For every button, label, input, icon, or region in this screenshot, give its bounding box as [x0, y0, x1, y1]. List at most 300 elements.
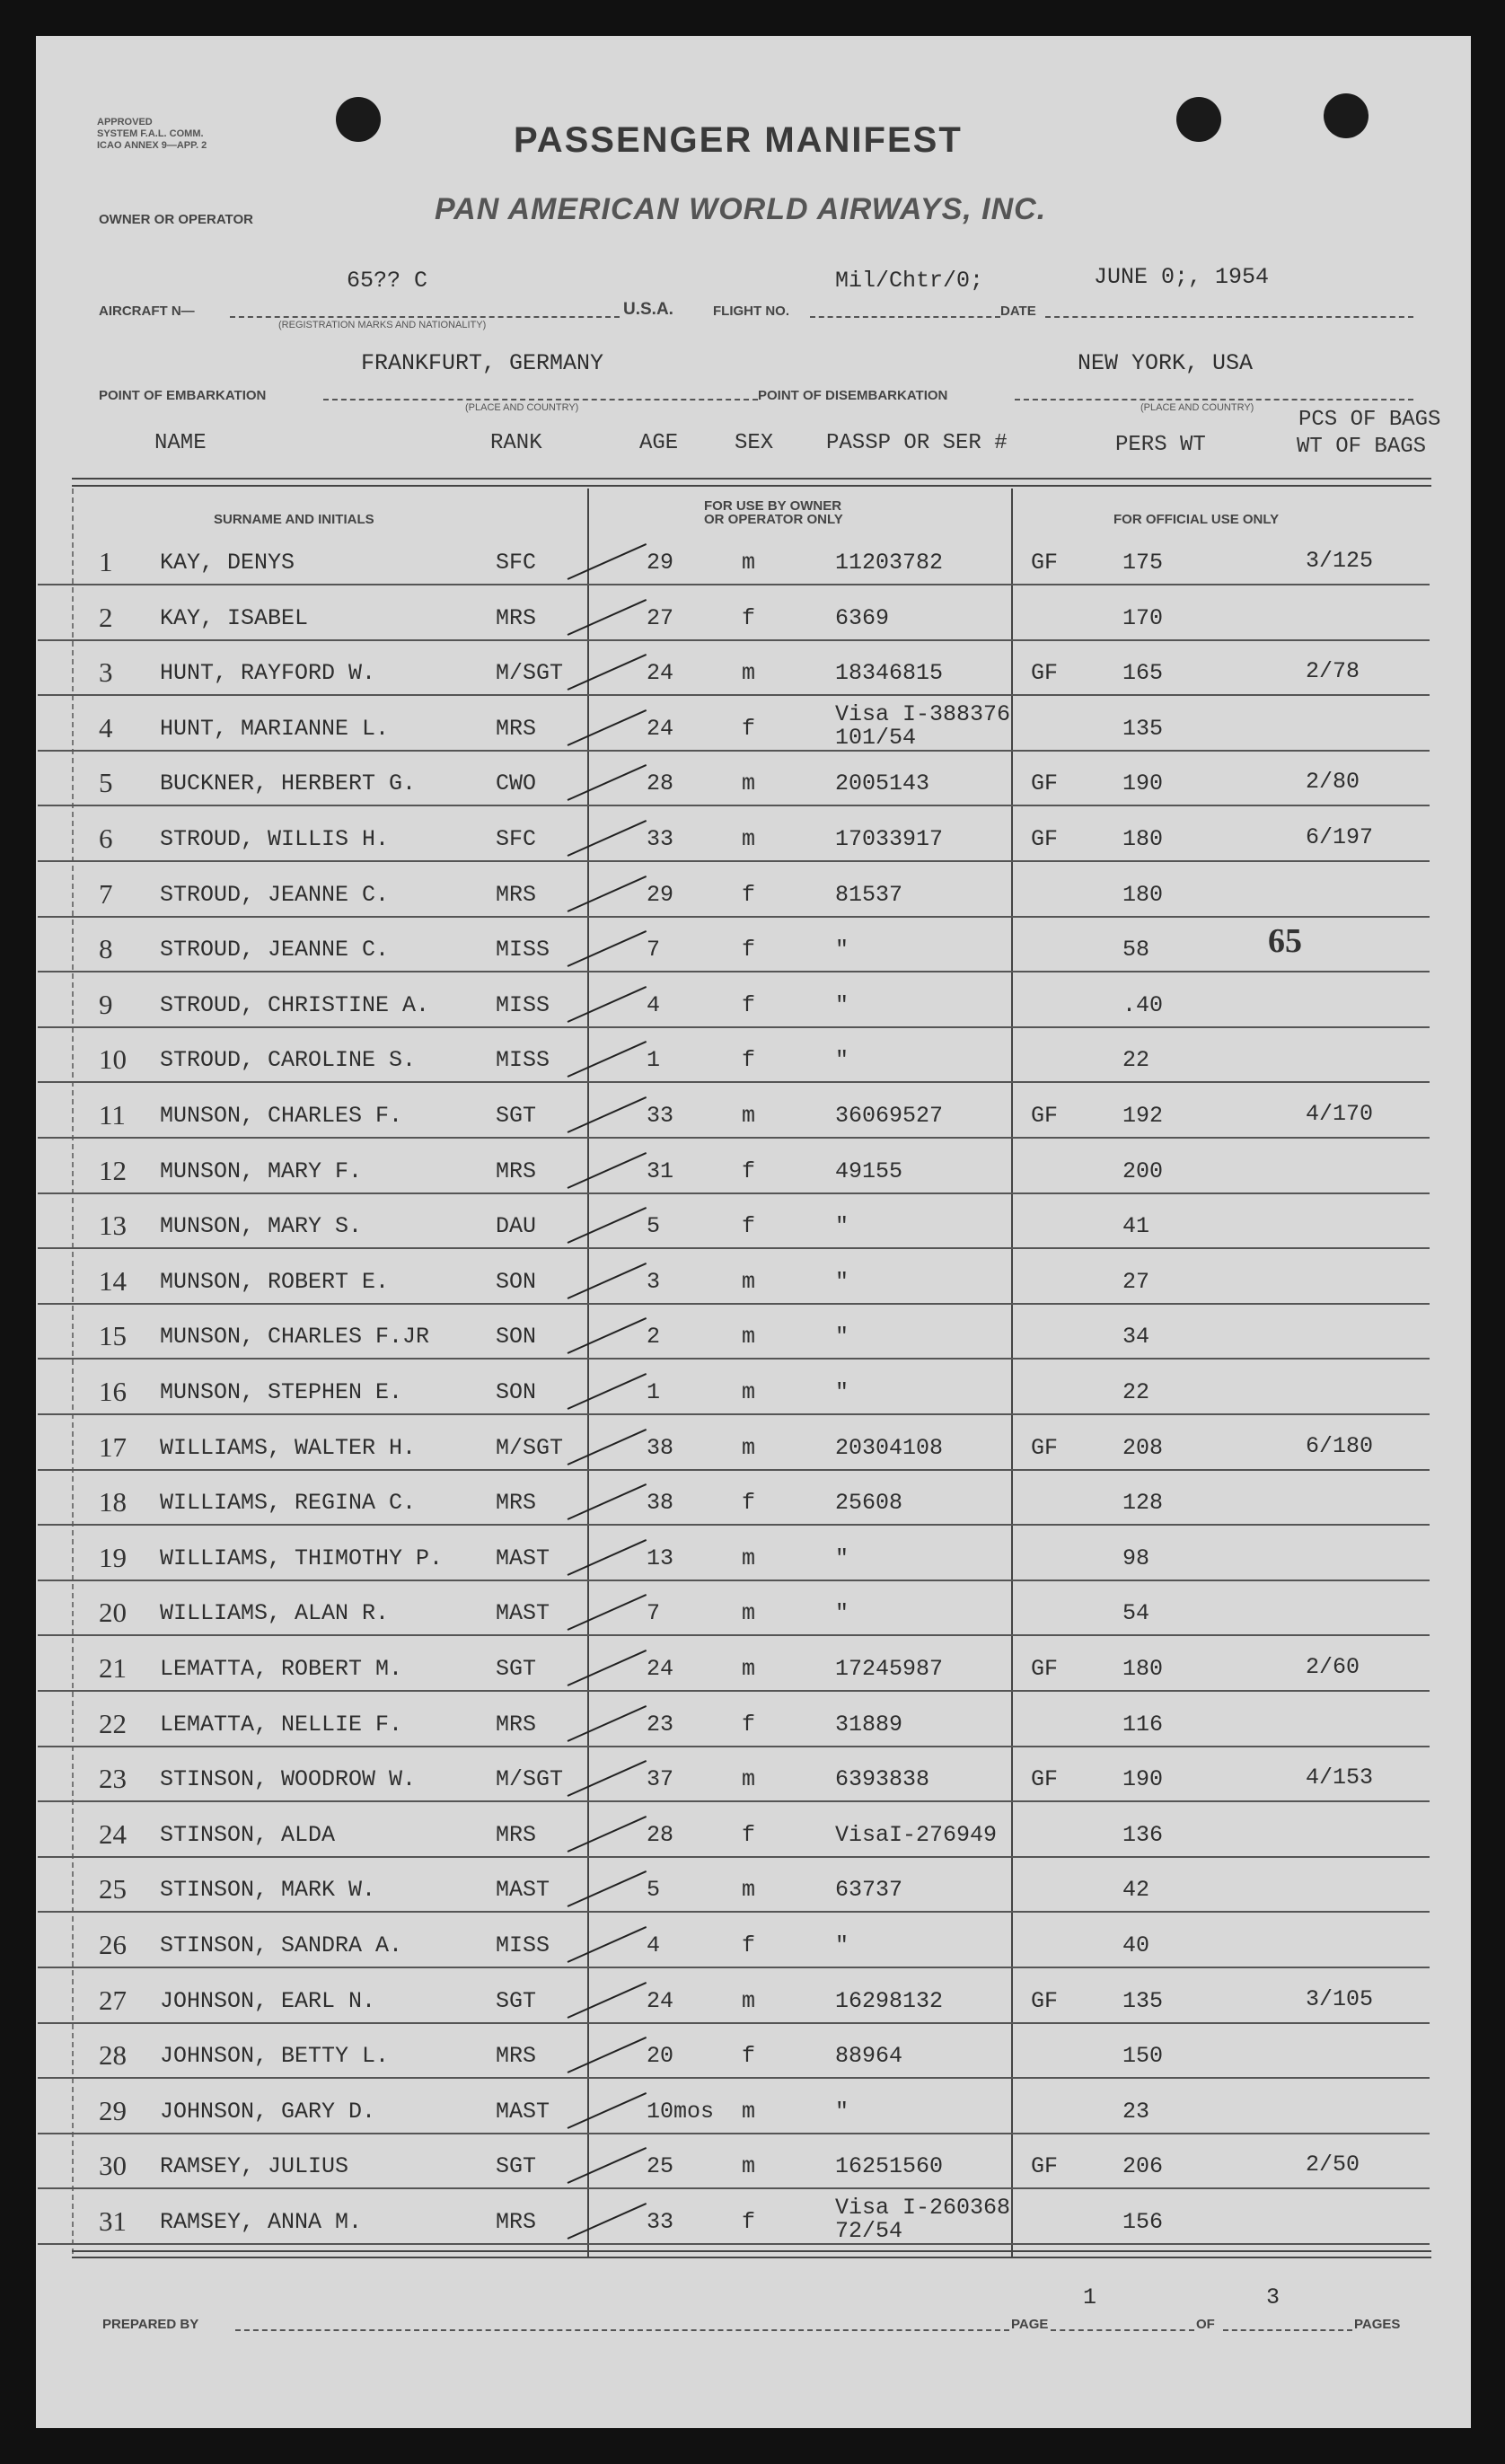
passenger-age: 24 [647, 1988, 674, 2014]
passenger-sex: f [742, 1158, 756, 1184]
gf-mark: GF [1031, 1988, 1059, 2014]
owner-label: OWNER OR OPERATOR [99, 212, 253, 227]
passenger-name: BUCKNER, HERBERT G. [160, 770, 417, 796]
row-number: 6 [99, 823, 113, 854]
passenger-sex: m [742, 1545, 756, 1571]
passenger-rank: SGT [496, 1656, 537, 1682]
passenger-rank: SON [496, 1269, 537, 1295]
passenger-name: STROUD, JEANNE C. [160, 882, 390, 908]
passenger-rank: MRS [496, 1822, 537, 1848]
passenger-name: LEMATTA, ROBERT M. [160, 1656, 403, 1682]
passenger-rank: M/SGT [496, 1766, 564, 1792]
flight-label: FLIGHT NO. [713, 304, 789, 319]
passenger-sex: m [742, 1988, 756, 2014]
row-number: 30 [99, 2150, 127, 2181]
punch-hole-right-1 [1176, 97, 1221, 142]
row-number: 1 [99, 546, 113, 577]
passenger-name: STROUD, CAROLINE S. [160, 1047, 417, 1073]
row-number: 11 [99, 1099, 126, 1131]
row-divider [38, 2133, 1430, 2134]
passenger-age: 28 [647, 1822, 674, 1848]
row-number: 2 [99, 602, 113, 633]
passport-number: 63737 [835, 1877, 903, 1903]
passport-number: 36069527 [835, 1103, 944, 1129]
passenger-sex: f [742, 1490, 756, 1516]
disembarkation-sub: (PLACE AND COUNTRY) [1140, 402, 1254, 413]
gf-mark: GF [1031, 1656, 1059, 1682]
row-divider [38, 1746, 1430, 1747]
embarkation-sub: (PLACE AND COUNTRY) [465, 402, 579, 413]
row-divider [38, 1303, 1430, 1305]
passenger-rank: SON [496, 1324, 537, 1350]
personal-weight: 40 [1122, 1932, 1150, 1958]
row-divider [38, 1469, 1430, 1471]
row-divider [38, 1800, 1430, 1802]
passenger-name: MUNSON, CHARLES F. [160, 1103, 403, 1129]
passenger-age: 3 [647, 1269, 661, 1295]
passenger-age: 2 [647, 1324, 661, 1350]
passenger-name: WILLIAMS, THIMOTHY P. [160, 1545, 444, 1571]
passport-number: " [835, 992, 849, 1018]
passenger-sex: m [742, 1766, 756, 1792]
col-passport: PASSP OR SER # [826, 431, 1008, 455]
row-divider [38, 694, 1430, 696]
passenger-rank: MRS [496, 882, 537, 908]
passenger-name: STROUD, CHRISTINE A. [160, 992, 430, 1018]
passenger-rank: SON [496, 1379, 537, 1405]
passport-number: " [835, 1932, 849, 1958]
passenger-rank: MAST [496, 1877, 550, 1903]
approval-line-2: SYSTEM F.A.L. COMM. [97, 128, 204, 139]
passport-number: 16251560 [835, 2153, 944, 2179]
passport-number: " [835, 1545, 849, 1571]
passenger-rank: DAU [496, 1213, 537, 1239]
passport-number: 6393838 [835, 1766, 930, 1792]
passport-number-2: 72/54 [835, 2218, 903, 2244]
passenger-sex: m [742, 1269, 756, 1295]
passenger-rank: MRS [496, 716, 537, 742]
row-number: 4 [99, 712, 113, 744]
row-number: 18 [99, 1486, 127, 1518]
passenger-age: 7 [647, 1600, 661, 1626]
passenger-name: STINSON, WOODROW W. [160, 1766, 417, 1792]
gf-mark: GF [1031, 826, 1059, 852]
passenger-rank: MRS [496, 605, 537, 631]
passenger-sex: m [742, 1379, 756, 1405]
passenger-sex: f [742, 1047, 756, 1073]
passenger-sex: m [742, 2099, 756, 2125]
page-title: PASSENGER MANIFEST [514, 120, 963, 160]
baggage-count-weight: 3/125 [1306, 548, 1374, 574]
row-divider [38, 2187, 1430, 2189]
personal-weight: 116 [1122, 1712, 1164, 1738]
surname-subheader: SURNAME AND INITIALS [214, 512, 374, 527]
passenger-sex: m [742, 770, 756, 796]
passport-number: Visa I-260368 [835, 2195, 1011, 2221]
prepared-by-label: PREPARED BY [102, 2317, 199, 2332]
passenger-age: 28 [647, 770, 674, 796]
passport-number: " [835, 937, 849, 963]
disembarkation-value: NEW YORK, USA [1078, 350, 1254, 376]
passenger-name: WILLIAMS, WALTER H. [160, 1435, 417, 1461]
passenger-rank: MRS [496, 2209, 537, 2235]
passenger-rank: MISS [496, 992, 550, 1018]
row-number: 27 [99, 1984, 127, 2016]
row-number: 16 [99, 1376, 127, 1407]
baggage-count-weight: 2/80 [1306, 769, 1360, 795]
col-wt-bags: WT OF BAGS [1297, 435, 1427, 459]
page-number: 1 [1083, 2284, 1097, 2310]
passport-number: " [835, 1213, 849, 1239]
passenger-name: MUNSON, MARY F. [160, 1158, 363, 1184]
gf-mark: GF [1031, 770, 1059, 796]
passenger-name: KAY, DENYS [160, 550, 295, 576]
passport-number: 16298132 [835, 1988, 944, 2014]
passenger-name: HUNT, MARIANNE L. [160, 716, 390, 742]
owner-use-line-1: FOR USE BY OWNER [704, 498, 842, 514]
aircraft-sub: (REGISTRATION MARKS AND NATIONALITY) [278, 320, 487, 330]
passport-number: 81537 [835, 882, 903, 908]
passenger-rank: MAST [496, 2099, 550, 2125]
approval-line-3: ICAO ANNEX 9—APP. 2 [97, 140, 207, 151]
col-pcs-bags: PCS OF BAGS [1298, 408, 1441, 432]
personal-weight: 156 [1122, 2209, 1164, 2235]
passenger-name: STINSON, ALDA [160, 1822, 336, 1848]
row-divider [38, 1137, 1430, 1139]
passenger-age: 24 [647, 1656, 674, 1682]
passenger-rank: MRS [496, 1712, 537, 1738]
personal-weight: 175 [1122, 550, 1164, 576]
gf-mark: GF [1031, 660, 1059, 686]
passenger-sex: m [742, 1600, 756, 1626]
margin-note: 65 [1268, 922, 1302, 960]
row-number: 7 [99, 878, 113, 910]
personal-weight: 180 [1122, 826, 1164, 852]
gf-mark: GF [1031, 550, 1059, 576]
passenger-sex: f [742, 1712, 756, 1738]
passenger-name: MUNSON, CHARLES F.JR [160, 1324, 430, 1350]
passenger-sex: f [742, 937, 756, 963]
row-divider [38, 2022, 1430, 2024]
row-number: 5 [99, 767, 113, 798]
passenger-age: 37 [647, 1766, 674, 1792]
passenger-rank: CWO [496, 770, 537, 796]
passport-number: " [835, 1324, 849, 1350]
passport-number: 25608 [835, 1490, 903, 1516]
passenger-rank: MISS [496, 937, 550, 963]
row-divider [38, 1634, 1430, 1636]
passenger-age: 10mos [647, 2099, 715, 2125]
passenger-age: 31 [647, 1158, 674, 1184]
row-number: 14 [99, 1265, 127, 1297]
passenger-sex: m [742, 2153, 756, 2179]
official-use-subheader: FOR OFFICIAL USE ONLY [1113, 512, 1280, 527]
row-divider [38, 1026, 1430, 1028]
row-divider [38, 750, 1430, 752]
passenger-sex: m [742, 660, 756, 686]
page-label: PAGE [1011, 2317, 1049, 2332]
passport-number: " [835, 1269, 849, 1295]
passenger-age: 23 [647, 1712, 674, 1738]
passenger-rank: MAST [496, 1600, 550, 1626]
passenger-age: 4 [647, 1932, 661, 1958]
row-number: 29 [99, 2095, 127, 2126]
row-number: 9 [99, 989, 113, 1020]
personal-weight: 180 [1122, 882, 1164, 908]
row-divider [38, 2077, 1430, 2079]
personal-weight: 200 [1122, 1158, 1164, 1184]
baggage-count-weight: 6/197 [1306, 824, 1374, 850]
personal-weight: 206 [1122, 2153, 1164, 2179]
passenger-sex: f [742, 2043, 756, 2069]
row-divider [38, 805, 1430, 806]
passenger-rank: SFC [496, 550, 537, 576]
baggage-count-weight: 2/78 [1306, 658, 1360, 684]
row-divider [38, 1524, 1430, 1526]
personal-weight: 190 [1122, 770, 1164, 796]
row-divider [38, 584, 1430, 585]
personal-weight: 190 [1122, 1766, 1164, 1792]
personal-weight: 135 [1122, 1988, 1164, 2014]
passenger-rank: SGT [496, 1103, 537, 1129]
aircraft-value: 65?? C [347, 268, 428, 294]
passenger-name: JOHNSON, GARY D. [160, 2099, 376, 2125]
baggage-count-weight: 2/60 [1306, 1654, 1360, 1680]
col-pers-wt: PERS WT [1115, 433, 1206, 457]
personal-weight: 22 [1122, 1379, 1150, 1405]
personal-weight: 165 [1122, 660, 1164, 686]
row-number: 19 [99, 1542, 127, 1573]
passenger-rank: MRS [496, 1490, 537, 1516]
passenger-name: WILLIAMS, ALAN R. [160, 1600, 390, 1626]
passenger-sex: f [742, 992, 756, 1018]
owner-use-subheader [704, 499, 843, 526]
personal-weight: 150 [1122, 2043, 1164, 2069]
passenger-age: 25 [647, 2153, 674, 2179]
passenger-name: JOHNSON, BETTY L. [160, 2043, 390, 2069]
personal-weight: 208 [1122, 1435, 1164, 1461]
baggage-count-weight: 4/153 [1306, 1764, 1374, 1791]
personal-weight: 180 [1122, 1656, 1164, 1682]
passenger-name: MUNSON, STEPHEN E. [160, 1379, 403, 1405]
row-divider [38, 1413, 1430, 1415]
passport-number: 2005143 [835, 770, 930, 796]
row-number: 15 [99, 1320, 127, 1351]
row-divider [38, 1192, 1430, 1194]
baggage-count-weight: 2/50 [1306, 2152, 1360, 2178]
passenger-age: 29 [647, 882, 674, 908]
personal-weight: 34 [1122, 1324, 1150, 1350]
personal-weight: 136 [1122, 1822, 1164, 1848]
personal-weight: 170 [1122, 605, 1164, 631]
row-divider [38, 1358, 1430, 1360]
approval-stamp [97, 117, 207, 152]
passenger-rank: SGT [496, 2153, 537, 2179]
passenger-age: 24 [647, 660, 674, 686]
passenger-age: 33 [647, 826, 674, 852]
passenger-rank: MISS [496, 1047, 550, 1073]
passenger-age: 33 [647, 2209, 674, 2235]
row-number: 21 [99, 1652, 127, 1684]
passenger-name: RAMSEY, ANNA M. [160, 2209, 363, 2235]
passenger-age: 27 [647, 605, 674, 631]
passenger-age: 4 [647, 992, 661, 1018]
operator-name: PAN AMERICAN WORLD AIRWAYS, INC. [435, 192, 1047, 226]
passenger-name: HUNT, RAYFORD W. [160, 660, 376, 686]
pages-label: PAGES [1354, 2317, 1401, 2332]
passenger-rank: M/SGT [496, 660, 564, 686]
personal-weight: 41 [1122, 1213, 1150, 1239]
personal-weight: 23 [1122, 2099, 1150, 2125]
row-number: 26 [99, 1929, 127, 1960]
baggage-count-weight: 6/180 [1306, 1433, 1374, 1459]
gf-mark: GF [1031, 1766, 1059, 1792]
row-divider [38, 1856, 1430, 1858]
passport-number: " [835, 1379, 849, 1405]
row-number: 25 [99, 1873, 127, 1905]
passenger-sex: m [742, 1877, 756, 1903]
passenger-rank: MAST [496, 1545, 550, 1571]
baggage-count-weight: 4/170 [1306, 1101, 1374, 1127]
passenger-age: 29 [647, 550, 674, 576]
passenger-sex: f [742, 1822, 756, 1848]
passenger-age: 13 [647, 1545, 674, 1571]
passport-number: Visa I-388376 [835, 701, 1011, 727]
col-age: AGE [639, 431, 679, 455]
passport-number: 17033917 [835, 826, 944, 852]
personal-weight: 58 [1122, 937, 1150, 963]
personal-weight: 128 [1122, 1490, 1164, 1516]
passenger-age: 38 [647, 1435, 674, 1461]
col-name: NAME [154, 431, 207, 455]
passenger-name: MUNSON, MARY S. [160, 1213, 363, 1239]
col-sex: SEX [735, 431, 774, 455]
row-number: 8 [99, 933, 113, 964]
passport-number: " [835, 1047, 849, 1073]
row-divider [38, 2243, 1430, 2245]
baggage-count-weight: 3/105 [1306, 1986, 1374, 2012]
row-number: 31 [99, 2205, 127, 2237]
passenger-name: JOHNSON, EARL N. [160, 1988, 376, 2014]
passenger-age: 33 [647, 1103, 674, 1129]
personal-weight: .40 [1122, 992, 1164, 1018]
passenger-rank: SFC [496, 826, 537, 852]
col-rank: RANK [490, 431, 542, 455]
of-label: OF [1196, 2317, 1215, 2332]
row-divider [38, 1247, 1430, 1249]
approval-line-1: APPROVED [97, 117, 153, 128]
passport-number: " [835, 2099, 849, 2125]
punch-hole-right-2 [1324, 93, 1369, 138]
row-number: 13 [99, 1210, 127, 1241]
passport-number: 49155 [835, 1158, 903, 1184]
usa-label: U.S.A. [623, 300, 673, 319]
passenger-age: 1 [647, 1379, 661, 1405]
passport-number: " [835, 1600, 849, 1626]
passenger-sex: m [742, 1435, 756, 1461]
personal-weight: 27 [1122, 1269, 1150, 1295]
row-divider [38, 639, 1430, 641]
passenger-age: 20 [647, 2043, 674, 2069]
date-value: JUNE 0;, 1954 [1094, 264, 1270, 290]
passenger-name: WILLIAMS, REGINA C. [160, 1490, 417, 1516]
passport-number: 31889 [835, 1712, 903, 1738]
passenger-rank: MRS [496, 2043, 537, 2069]
passenger-rank: MRS [496, 1158, 537, 1184]
passenger-rank: SGT [496, 1988, 537, 2014]
personal-weight: 98 [1122, 1545, 1150, 1571]
passenger-name: STINSON, SANDRA A. [160, 1932, 403, 1958]
passenger-age: 38 [647, 1490, 674, 1516]
disembarkation-label: POINT OF DISEMBARKATION [758, 388, 948, 403]
passport-number: 88964 [835, 2043, 903, 2069]
row-number: 20 [99, 1597, 127, 1628]
passport-number-2: 101/54 [835, 725, 917, 751]
passenger-age: 24 [647, 716, 674, 742]
row-number: 24 [99, 1818, 127, 1850]
row-divider [38, 860, 1430, 862]
passenger-age: 5 [647, 1213, 661, 1239]
passenger-sex: m [742, 1656, 756, 1682]
personal-weight: 42 [1122, 1877, 1150, 1903]
passenger-sex: f [742, 1932, 756, 1958]
passenger-sex: m [742, 1324, 756, 1350]
passenger-sex: f [742, 716, 756, 742]
passenger-sex: m [742, 1103, 756, 1129]
punch-hole-left [336, 97, 381, 142]
passenger-age: 1 [647, 1047, 661, 1073]
passenger-name: LEMATTA, NELLIE F. [160, 1712, 403, 1738]
passenger-sex: f [742, 882, 756, 908]
row-number: 22 [99, 1708, 127, 1739]
passport-number: 20304108 [835, 1435, 944, 1461]
passenger-rank: MISS [496, 1932, 550, 1958]
passenger-age: 7 [647, 937, 661, 963]
passenger-sex: f [742, 605, 756, 631]
row-divider [38, 1967, 1430, 1968]
passport-number: 11203782 [835, 550, 944, 576]
gf-mark: GF [1031, 2153, 1059, 2179]
passenger-sex: m [742, 550, 756, 576]
personal-weight: 135 [1122, 716, 1164, 742]
passenger-name: RAMSEY, JULIUS [160, 2153, 349, 2179]
passenger-name: MUNSON, ROBERT E. [160, 1269, 390, 1295]
owner-use-line-2: OR OPERATOR ONLY [704, 512, 843, 527]
passenger-name: STROUD, JEANNE C. [160, 937, 390, 963]
row-divider [38, 1911, 1430, 1913]
row-number: 3 [99, 656, 113, 688]
embarkation-value: FRANKFURT, GERMANY [361, 350, 604, 376]
row-divider [38, 971, 1430, 972]
personal-weight: 54 [1122, 1600, 1150, 1626]
row-divider [38, 916, 1430, 918]
row-number: 17 [99, 1431, 127, 1463]
passport-number: 6369 [835, 605, 890, 631]
personal-weight: 192 [1122, 1103, 1164, 1129]
row-divider [38, 1690, 1430, 1692]
page-count: 3 [1266, 2284, 1281, 2310]
date-label: DATE [1000, 304, 1036, 319]
row-number: 28 [99, 2039, 127, 2071]
passenger-name: STROUD, WILLIS H. [160, 826, 390, 852]
passenger-sex: f [742, 2209, 756, 2235]
passenger-age: 5 [647, 1877, 661, 1903]
row-number: 12 [99, 1155, 127, 1186]
aircraft-label: AIRCRAFT N— [99, 304, 195, 319]
gf-mark: GF [1031, 1435, 1059, 1461]
flight-value: Mil/Chtr/0; [835, 268, 984, 294]
row-divider [38, 1081, 1430, 1083]
